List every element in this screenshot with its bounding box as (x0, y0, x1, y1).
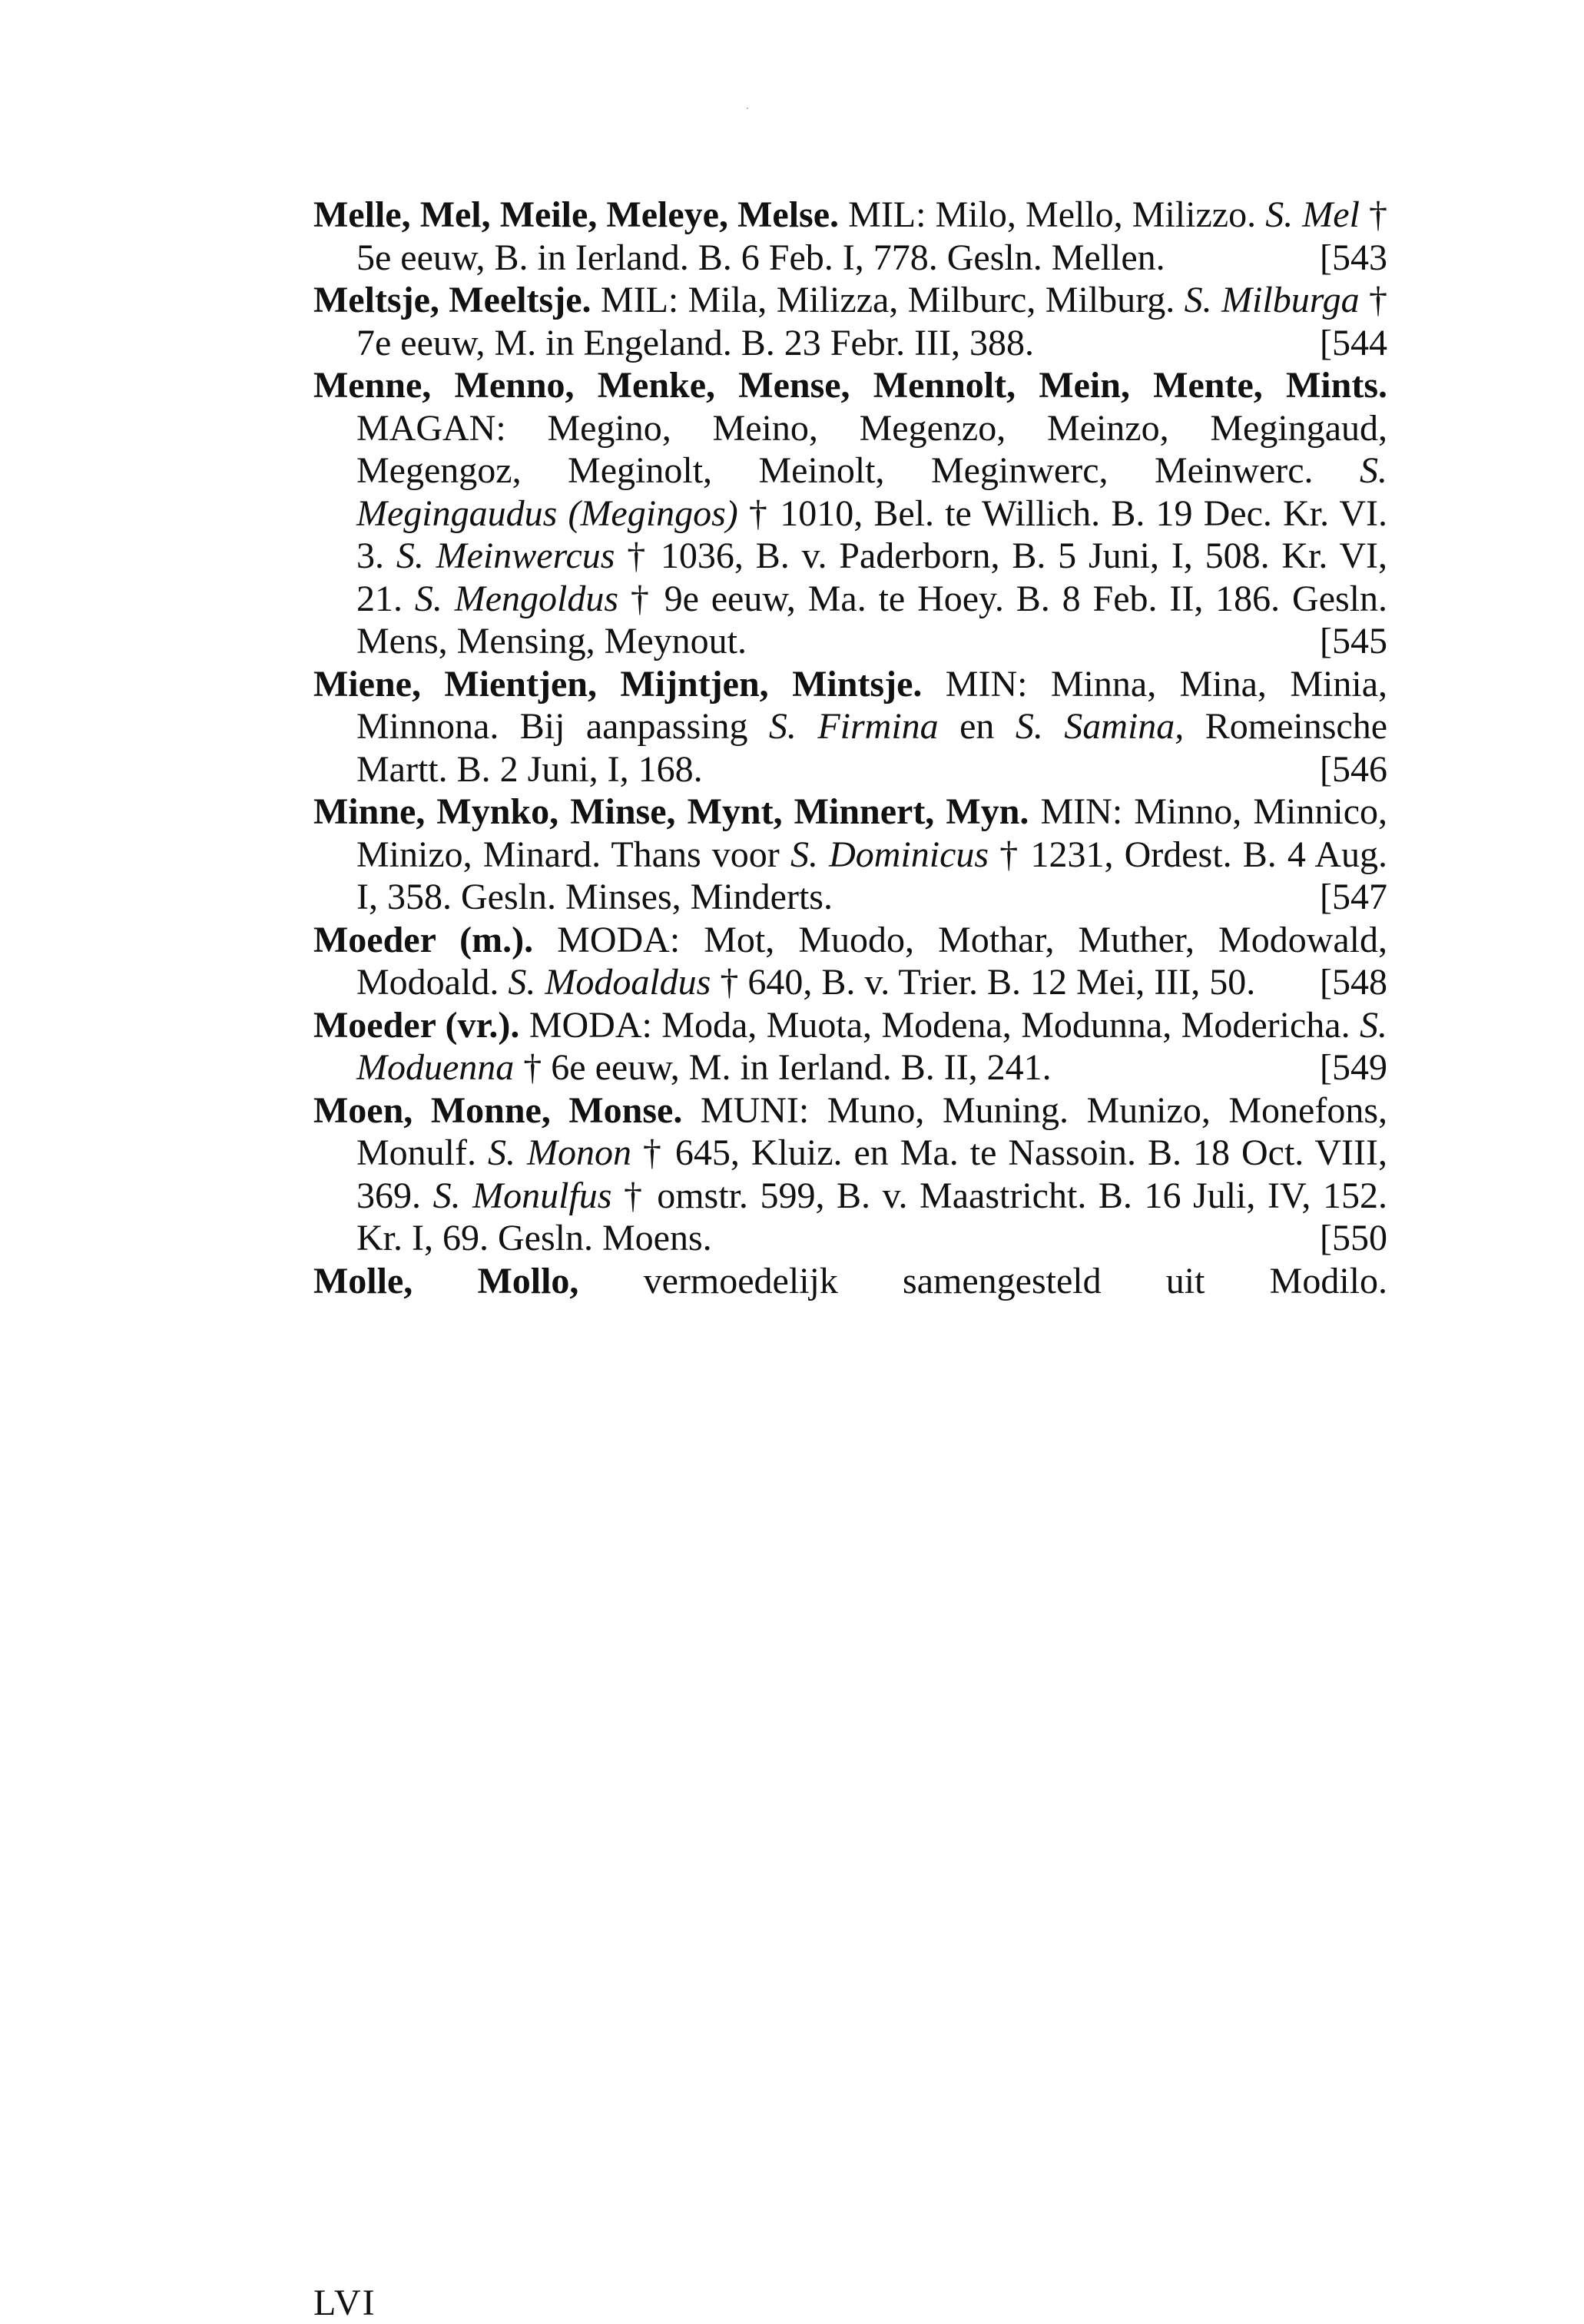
entry-headword: Moeder (m.). (313, 919, 534, 960)
entry-headword: Menne, Menno, Menke, Mense, Mennolt, Mein, Mente, Mints. (313, 365, 1387, 406)
entry-text: † 6e eeuw, M. in Ierland. B. II, 241. (514, 1047, 1052, 1088)
saint-name: S. Mengoldus (414, 578, 619, 619)
dictionary-entry (313, 194, 1387, 279)
entry-headword: Miene, Mientjen, Mijntjen, Mintsje. (313, 663, 923, 704)
saint-name: S. Modoaldus (508, 962, 711, 1003)
entry-text: Romeinsche Martt. B. 2 Juni, I, 168. (356, 706, 1387, 790)
entry-text: MODA: Mot, Muodo, Mothar, Muther, Modowald, Modoald. (356, 919, 1387, 1003)
saint-name: S. Monulfus (432, 1175, 612, 1216)
entry-headword: Molle, Mollo, (313, 1260, 579, 1301)
entry-reference-number: [548 (1320, 962, 1387, 1003)
entry-text: MIN: Minna, Mina, Minia, Minnona. Bij aanpassing (356, 663, 1387, 747)
entry-text: † 645, Kluiz. en Ma. te Nassoin. B. 18 Oct. VIII, 369. (356, 1132, 1388, 1216)
entry-text: † 640, B. v. Trier. B. 12 Mei, III, 50. (711, 962, 1256, 1003)
entry-reference-number: [546 (1320, 748, 1387, 790)
dictionary-entry (313, 663, 1387, 791)
dictionary-entry (313, 364, 1387, 663)
dictionary-entry (313, 1004, 1387, 1089)
saint-name: S. Meinwercus (396, 535, 615, 576)
entry-reference-number: [544 (1320, 322, 1387, 363)
saint-name: S. Megingaudus (Megingos) (356, 450, 1387, 534)
entry-column (313, 194, 1387, 1302)
saint-name: S. Mel (1265, 194, 1360, 235)
entry-text: † 1036, B. v. Paderborn, B. 5 Juni, I, 508. Kr. VI, 21. (356, 535, 1388, 619)
saint-name: S. Monon (487, 1132, 631, 1173)
entry-text: † 7e eeuw, M. in Engeland. B. 23 Febr. III, 388. (356, 280, 1388, 363)
entry-text: MIN: Minno, Minnico, Minizo, Minard. Thans voor (356, 791, 1387, 875)
entry-text: MUNI: Muno, Muning. Munizo, Monefons, Monulf. (356, 1089, 1387, 1173)
entry-text: † 1010, Bel. te Willich. B. 19 Dec. Kr. VI. 3. (356, 492, 1388, 576)
entry-reference-number: [550 (1320, 1218, 1387, 1258)
entry-headword: Minne, Mynko, Minse, Mynt, Minnert, Myn. (313, 791, 1029, 832)
entry-text: † 1231, Ordest. B. 4 Aug. I, 358. Gesln. Minses, Minderts. (356, 834, 1388, 917)
entry-headword: Melle, Mel, Meile, Meleye, Melse. (313, 194, 840, 235)
saint-name: S. Moduenna (356, 1004, 1388, 1088)
entry-text: † omstr. 599, B. v. Maastricht. B. 16 Juli, IV, 152. Kr. I, 69. Gesln. Moens. (356, 1175, 1387, 1258)
entry-text: MIL: Mila, Milizza, Milburc, Milburg. (600, 280, 1185, 320)
entry-reference-number: [547 (1320, 877, 1387, 917)
entry-text: MIL: Milo, Mello, Milizzo. (848, 194, 1266, 235)
dictionary-entry (313, 791, 1387, 919)
entry-text: en (938, 706, 1016, 747)
entry-text: vermoedelijk samengesteld uit Modilo. (643, 1260, 1388, 1301)
entry-text: MAGAN: Megino, Meino, Megenzo, Meinzo, Megingaud, Megengoz, Meginolt, Meinolt, Meginwerc, Meinwerc. (356, 407, 1387, 491)
entry-text: † 5e eeuw, B. in Ierland. B. 6 Feb. I, 778. Gesln. Mellen. (356, 194, 1388, 278)
dictionary-entry (313, 279, 1387, 364)
entry-headword: Meltsje, Meeltsje. (313, 280, 592, 320)
entry-headword: Moen, Monne, Monse. (313, 1089, 683, 1131)
entry-reference-number: [543 (1320, 237, 1387, 278)
saint-name: S. Milburga (1184, 280, 1360, 320)
entry-headword: Moeder (vr.). (313, 1004, 520, 1046)
dictionary-entry (313, 1260, 1387, 1303)
saint-name: S. Samina, (1015, 706, 1185, 747)
page-number: LVI (313, 2283, 376, 2323)
dictionary-entry (313, 1089, 1387, 1260)
dictionary-entry (313, 919, 1387, 1004)
entry-reference-number: [545 (1320, 621, 1387, 661)
entry-text: † 9e eeuw, Ma. te Hoey. B. 8 Feb. II, 186. Gesln. Mens, Mensing, Meynout. (356, 578, 1388, 661)
print-speck (747, 108, 748, 109)
entry-text: MODA: Moda, Muota, Modena, Modunna, Modericha. (529, 1004, 1360, 1046)
saint-name: S. Dominicus (790, 834, 989, 875)
entry-reference-number: [549 (1320, 1047, 1387, 1088)
saint-name: S. Firmina (768, 706, 939, 747)
